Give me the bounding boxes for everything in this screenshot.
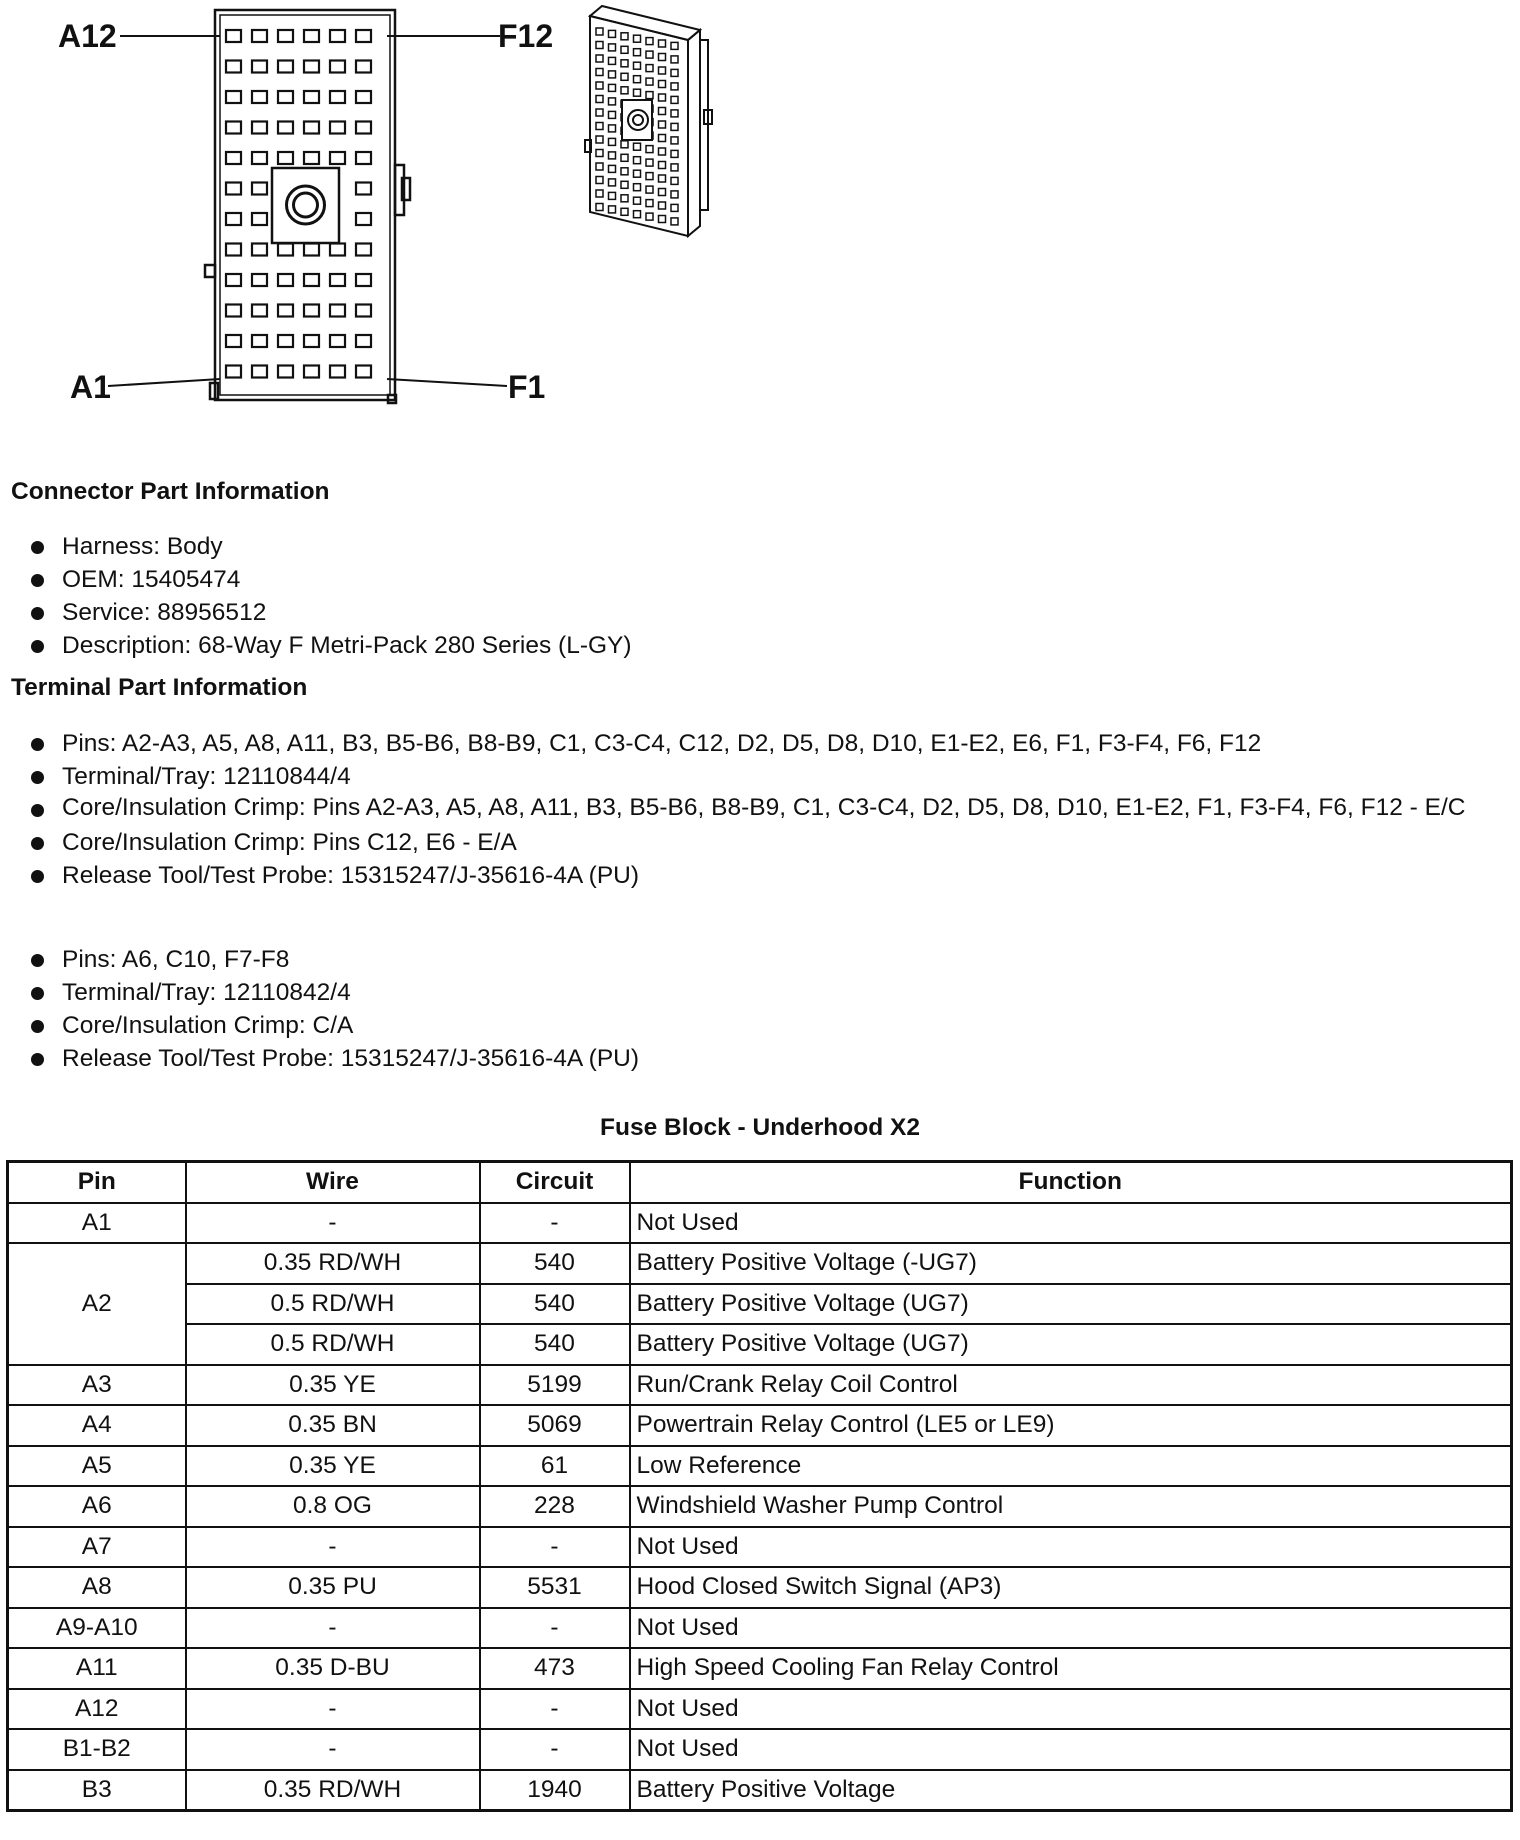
iso-pin-cavity [634, 35, 641, 42]
iso-pin-cavity [596, 123, 603, 130]
pin-cavity [304, 366, 319, 378]
pin-cavity [356, 152, 371, 164]
iso-pin-cavity [609, 125, 616, 132]
iso-pin-cavity [634, 184, 641, 191]
cell-pin: A3 [8, 1365, 186, 1406]
pin-cavity [252, 61, 267, 73]
cell-wire: - [186, 1729, 480, 1770]
iso-pin-cavity [671, 110, 678, 117]
list-item: Core/Insulation Crimp: Pins A2-A3, A5, A8, A11, B3, B5-B6, B8-B9, C1, C3-C4, D2, D5, D8, D10, E1-E2, F1, F3-F4, F6, F12 - E/C [28, 793, 1468, 826]
table-row [8, 1365, 1512, 1406]
table-title: Fuse Block - Underhood X2 [600, 1114, 920, 1141]
pin-cavity [252, 305, 267, 317]
iso-pin-cavity [621, 154, 628, 161]
label-a12: A12 [58, 18, 117, 54]
iso-pin-cavity [671, 56, 678, 63]
iso-pin-cavity [659, 148, 666, 155]
cell-wire: 0.5 RD/WH [186, 1324, 480, 1365]
pin-cavity [278, 335, 293, 347]
iso-pin-cavity [609, 165, 616, 172]
pin-cavity [226, 274, 241, 286]
list-item: Harness: Body [28, 530, 1468, 563]
iso-pin-cavity [596, 190, 603, 197]
cell-function: Windshield Washer Pump Control [630, 1486, 1512, 1527]
iso-pin-cavity [621, 33, 628, 40]
header-function: Function [630, 1162, 1512, 1203]
cell-circuit: - [480, 1527, 630, 1568]
header-pin: Pin [8, 1162, 186, 1203]
iso-pin-cavity [659, 175, 666, 182]
cell-pin: A9-A10 [8, 1608, 186, 1649]
cell-pin: A5 [8, 1446, 186, 1487]
iso-pin-cavity [671, 164, 678, 171]
pin-cavity [356, 274, 371, 286]
pin-cavity [304, 274, 319, 286]
pin-cavity [330, 91, 345, 103]
iso-pin-cavity [621, 60, 628, 67]
pin-cavity [226, 213, 241, 225]
iso-pin-cavity [596, 177, 603, 184]
cell-pin: A2 [8, 1243, 186, 1365]
cell-circuit: 1940 [480, 1770, 630, 1811]
pin-cavity [304, 335, 319, 347]
pin-cavity [304, 305, 319, 317]
iso-pin-cavity [621, 168, 628, 175]
iso-pin-cavity [634, 62, 641, 69]
cell-wire: 0.35 PU [186, 1567, 480, 1608]
cell-wire: - [186, 1608, 480, 1649]
cell-circuit: 540 [480, 1324, 630, 1365]
pin-cavity [278, 244, 293, 256]
iso-pin-cavity [596, 136, 603, 143]
iso-pin-cavity [659, 202, 666, 209]
cell-circuit: - [480, 1608, 630, 1649]
iso-pin-cavity [596, 150, 603, 157]
pin-cavity [226, 152, 241, 164]
table-row [8, 1527, 1512, 1568]
list-item: Release Tool/Test Probe: 15315247/J-35616-4A (PU) [28, 859, 1468, 892]
pin-cavity [330, 366, 345, 378]
pin-cavity [252, 183, 267, 195]
cell-pin: B3 [8, 1770, 186, 1811]
pin-cavity [330, 152, 345, 164]
iso-pin-cavity [671, 96, 678, 103]
iso-pin-cavity [609, 30, 616, 37]
cell-function: Low Reference [630, 1446, 1512, 1487]
pin-cavity [304, 122, 319, 134]
pin-cavity [252, 152, 267, 164]
pin-cavity-grid [226, 30, 371, 378]
pinout-table [6, 1160, 1513, 1812]
iso-pin-cavity [646, 186, 653, 193]
iso-pin-cavity [596, 55, 603, 62]
iso-pin-cavity [671, 69, 678, 76]
iso-pin-cavity [646, 51, 653, 58]
pin-cavity [226, 61, 241, 73]
connector-info-list [28, 530, 1468, 662]
pin-cavity [252, 213, 267, 225]
cell-function: Run/Crank Relay Coil Control [630, 1365, 1512, 1406]
cell-wire: 0.35 YE [186, 1365, 480, 1406]
iso-pin-cavity [671, 83, 678, 90]
table-row [8, 1689, 1512, 1730]
cell-wire: 0.35 YE [186, 1446, 480, 1487]
pin-cavity [252, 274, 267, 286]
cell-wire: 0.5 RD/WH [186, 1284, 480, 1325]
iso-pin-cavity [609, 138, 616, 145]
cell-function: Not Used [630, 1689, 1512, 1730]
pin-cavity [330, 335, 345, 347]
cell-wire: 0.35 RD/WH [186, 1243, 480, 1284]
pin-cavity [330, 305, 345, 317]
cell-circuit: 5531 [480, 1567, 630, 1608]
table-row [8, 1770, 1512, 1811]
pin-cavity [278, 274, 293, 286]
pin-cavity [356, 183, 371, 195]
iso-pin-cavity [646, 146, 653, 153]
cell-function: Battery Positive Voltage (-UG7) [630, 1243, 1512, 1284]
iso-pin-cavity [596, 28, 603, 35]
pin-cavity [330, 274, 345, 286]
iso-pin-cavity [671, 42, 678, 49]
cell-function: Not Used [630, 1527, 1512, 1568]
cell-function: Not Used [630, 1608, 1512, 1649]
pin-cavity [252, 122, 267, 134]
iso-pin-cavity [609, 84, 616, 91]
iso-pin-cavity [634, 89, 641, 96]
iso-pin-cavity [596, 42, 603, 49]
table-row [8, 1608, 1512, 1649]
iso-pin-cavity [609, 111, 616, 118]
list-item: Description: 68-Way F Metri-Pack 280 Series (L-GY) [28, 629, 1468, 662]
terminal-info-list-2 [28, 943, 1468, 1075]
pin-cavity [252, 91, 267, 103]
table-row [8, 1324, 1512, 1365]
label-a1: A1 [70, 369, 111, 405]
iso-pin-cavity [596, 82, 603, 89]
table-row [8, 1729, 1512, 1770]
pin-cavity [304, 61, 319, 73]
table-row [8, 1446, 1512, 1487]
cell-circuit: 5199 [480, 1365, 630, 1406]
label-f1: F1 [508, 369, 546, 405]
pin-cavity [252, 335, 267, 347]
label-f12: F12 [498, 18, 554, 54]
cell-wire: 0.8 OG [186, 1486, 480, 1527]
iso-pin-cavity [609, 192, 616, 199]
iso-pin-cavity [659, 189, 666, 196]
iso-pin-cavity [609, 98, 616, 105]
leader-lines [108, 36, 507, 386]
cell-pin: A8 [8, 1567, 186, 1608]
iso-pin-cavity [596, 96, 603, 103]
table-row [8, 1567, 1512, 1608]
iso-pin-cavity [659, 94, 666, 101]
pin-cavity [278, 30, 293, 42]
cell-function: Battery Positive Voltage (UG7) [630, 1284, 1512, 1325]
cell-wire: 0.35 D-BU [186, 1648, 480, 1689]
pin-cavity [252, 366, 267, 378]
table-row [8, 1203, 1512, 1244]
pin-cavity [356, 30, 371, 42]
list-item: Core/Insulation Crimp: Pins C12, E6 - E/A [28, 826, 1468, 859]
cell-circuit: - [480, 1729, 630, 1770]
pin-cavity [252, 30, 267, 42]
list-item: Pins: A2-A3, A5, A8, A11, B3, B5-B6, B8-B9, C1, C3-C4, C12, D2, D5, D8, D10, E1-E2, E6, F1, F3-F4, F6, F12 [28, 727, 1468, 760]
iso-pin-cavity [646, 65, 653, 72]
pin-cavity [356, 305, 371, 317]
table-header-row [8, 1162, 1512, 1203]
cell-circuit: 61 [480, 1446, 630, 1487]
pin-cavity [226, 244, 241, 256]
list-item: Pins: A6, C10, F7-F8 [28, 943, 1468, 976]
iso-pin-cavity [659, 67, 666, 74]
connector-front-view [205, 10, 410, 403]
cell-wire: - [186, 1689, 480, 1730]
list-item: Core/Insulation Crimp: C/A [28, 1009, 1468, 1042]
iso-pin-cavity [659, 216, 666, 223]
pin-cavity [226, 91, 241, 103]
pin-cavity [278, 61, 293, 73]
pin-cavity [356, 213, 371, 225]
iso-pin-cavity [671, 191, 678, 198]
cell-circuit: 540 [480, 1243, 630, 1284]
pin-cavity [304, 91, 319, 103]
pin-cavity [226, 366, 241, 378]
pin-cavity [304, 30, 319, 42]
iso-pin-cavity [596, 109, 603, 116]
pin-cavity [226, 122, 241, 134]
iso-pin-cavity [634, 211, 641, 218]
table-row [8, 1284, 1512, 1325]
iso-pin-cavity [671, 218, 678, 225]
iso-pin-cavity [621, 73, 628, 80]
pin-cavity [278, 305, 293, 317]
iso-pin-cavity [621, 87, 628, 94]
pin-cavity [226, 305, 241, 317]
cell-function: High Speed Cooling Fan Relay Control [630, 1648, 1512, 1689]
pin-cavity [356, 61, 371, 73]
iso-pin-cavity [609, 57, 616, 64]
iso-pin-cavity [621, 181, 628, 188]
iso-pin-cavity [621, 141, 628, 148]
cell-pin: A6 [8, 1486, 186, 1527]
cell-circuit: - [480, 1203, 630, 1244]
iso-pin-cavity [646, 38, 653, 45]
list-item: OEM: 15405474 [28, 563, 1468, 596]
iso-pin-cavity [609, 206, 616, 213]
cell-wire: 0.35 BN [186, 1405, 480, 1446]
cell-function: Not Used [630, 1203, 1512, 1244]
iso-pin-cavity [609, 71, 616, 78]
iso-pin-cavity [671, 204, 678, 211]
cell-pin: A4 [8, 1405, 186, 1446]
iso-pin-cavity [621, 208, 628, 215]
pin-cavity [278, 91, 293, 103]
pin-cavity [356, 122, 371, 134]
table-row [8, 1648, 1512, 1689]
table-row [8, 1486, 1512, 1527]
list-item: Terminal/Tray: 12110842/4 [28, 976, 1468, 1009]
cell-circuit: 473 [480, 1648, 630, 1689]
iso-pin-cavity [634, 170, 641, 177]
cell-function: Not Used [630, 1729, 1512, 1770]
iso-pin-cavity [671, 137, 678, 144]
iso-pin-cavity [646, 173, 653, 180]
iso-pin-cavity [621, 46, 628, 53]
list-item: Release Tool/Test Probe: 15315247/J-35616-4A (PU) [28, 1042, 1468, 1075]
iso-pin-cavity [659, 162, 666, 169]
iso-pin-cavity [659, 81, 666, 88]
iso-pin-cavity [646, 92, 653, 99]
iso-pin-cavity [659, 121, 666, 128]
iso-pin-cavity [634, 197, 641, 204]
iso-pin-cavity [646, 159, 653, 166]
table-row [8, 1243, 1512, 1284]
iso-pin-cavity [609, 44, 616, 51]
iso-pin-cavity [634, 49, 641, 56]
iso-pin-cavity [596, 163, 603, 170]
header-wire: Wire [186, 1162, 480, 1203]
iso-pin-cavity [634, 76, 641, 83]
list-item: Terminal/Tray: 12110844/4 [28, 760, 1468, 793]
pin-cavity [226, 183, 241, 195]
pin-cavity [330, 30, 345, 42]
pin-cavity [278, 152, 293, 164]
pin-cavity [226, 335, 241, 347]
iso-pin-cavity [634, 143, 641, 150]
pin-cavity [356, 335, 371, 347]
iso-pin-cavity [671, 177, 678, 184]
iso-pin-cavity [646, 78, 653, 85]
cell-function: Battery Positive Voltage (UG7) [630, 1324, 1512, 1365]
pin-cavity [330, 244, 345, 256]
connector-diagram [0, 0, 760, 430]
pin-cavity [356, 244, 371, 256]
pin-cavity [226, 30, 241, 42]
cell-circuit: - [480, 1689, 630, 1730]
iso-pin-cavity [659, 135, 666, 142]
list-item: Service: 88956512 [28, 596, 1468, 629]
pin-cavity [330, 122, 345, 134]
cell-function: Powertrain Relay Control (LE5 or LE9) [630, 1405, 1512, 1446]
iso-pin-cavity [621, 195, 628, 202]
cell-wire: - [186, 1203, 480, 1244]
connector-isometric-view [585, 6, 712, 236]
iso-pin-cavity [659, 40, 666, 47]
iso-pin-cavity [671, 150, 678, 157]
pin-cavity [278, 366, 293, 378]
pin-cavity [252, 244, 267, 256]
pin-cavity [356, 91, 371, 103]
iso-pin-cavity [659, 108, 666, 115]
pin-cavity [278, 122, 293, 134]
iso-pin-cavity [659, 54, 666, 61]
table-row [8, 1405, 1512, 1446]
pin-cavity [304, 244, 319, 256]
connector-info-title: Connector Part Information [11, 478, 330, 505]
cell-wire: 0.35 RD/WH [186, 1770, 480, 1811]
pin-cavity [304, 152, 319, 164]
cell-wire: - [186, 1527, 480, 1568]
cell-circuit: 5069 [480, 1405, 630, 1446]
iso-pin-cavity [596, 69, 603, 76]
header-circuit: Circuit [480, 1162, 630, 1203]
iso-pin-cavity [609, 179, 616, 186]
cell-function: Hood Closed Switch Signal (AP3) [630, 1567, 1512, 1608]
iso-pin-cavity [671, 123, 678, 130]
cell-pin: A7 [8, 1527, 186, 1568]
cell-pin: A1 [8, 1203, 186, 1244]
terminal-info-list-1 [28, 727, 1468, 892]
cell-function: Battery Positive Voltage [630, 1770, 1512, 1811]
cell-pin: B1-B2 [8, 1729, 186, 1770]
cell-circuit: 540 [480, 1284, 630, 1325]
pin-cavity [330, 61, 345, 73]
iso-pin-cavity [646, 213, 653, 220]
pin-cavity [356, 366, 371, 378]
cell-pin: A12 [8, 1689, 186, 1730]
terminal-info-title: Terminal Part Information [11, 674, 308, 701]
iso-pin-cavity [634, 157, 641, 164]
cell-pin: A11 [8, 1648, 186, 1689]
iso-pin-cavity [596, 204, 603, 211]
cell-circuit: 228 [480, 1486, 630, 1527]
iso-pin-cavity [609, 152, 616, 159]
iso-pin-cavity [646, 200, 653, 207]
